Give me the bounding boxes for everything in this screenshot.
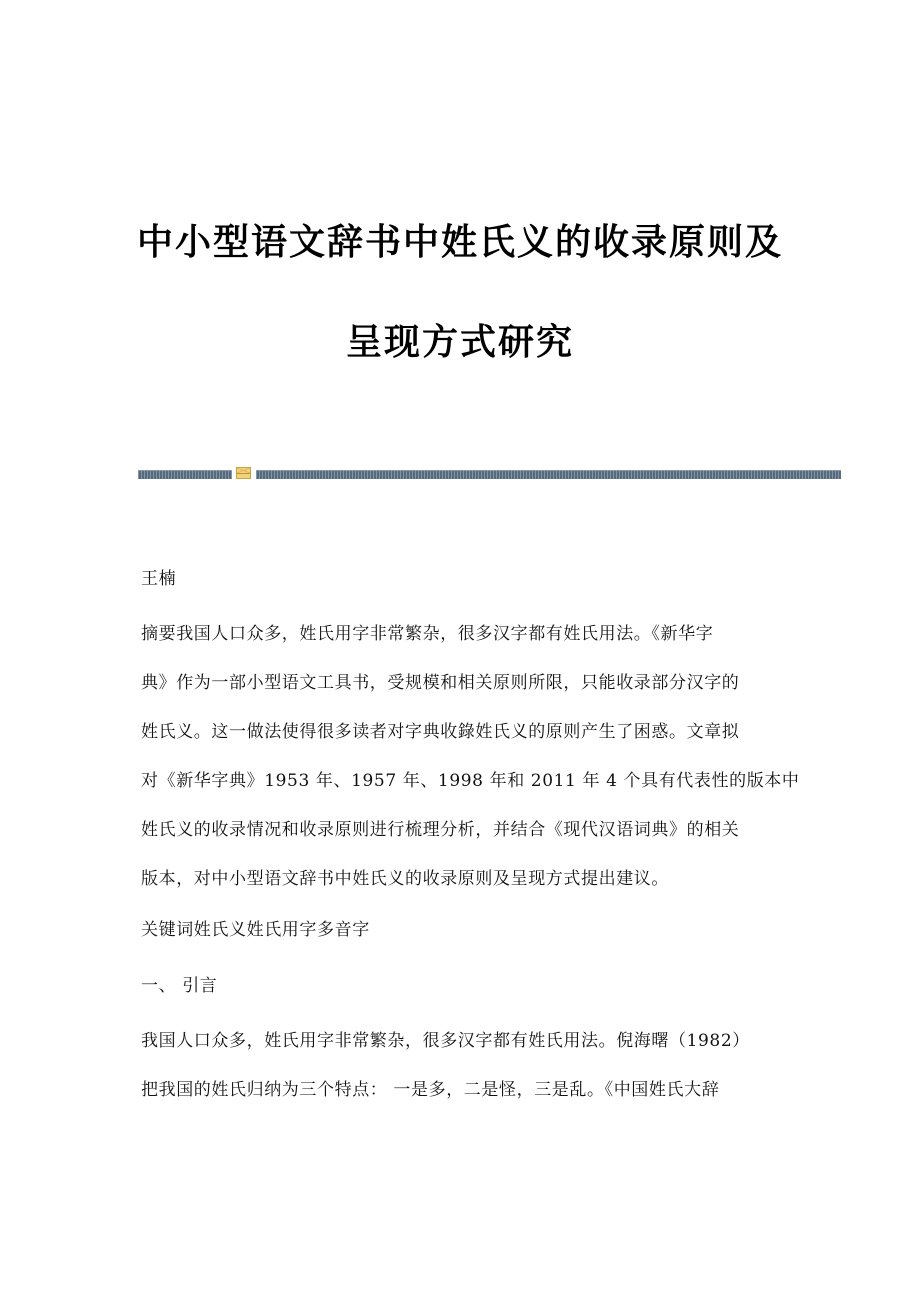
abstract-line: 典》作为一部小型语文工具书，受规模和相关原则所限，只能收录部分汉字的 [141, 673, 740, 693]
body-line: 把我国的姓氏归纳为三个特点： 一是多，二是怪，三是乱。《中国姓氏大辞 [141, 1080, 720, 1100]
abstract-line: 对《新华字典》1953 年、1957 年、1998 年和 2011 年 4 个具有代表性的版本中 [141, 771, 800, 791]
abstract-line: 姓氏义的收录情况和收录原则进行梳理分析，并结合《现代汉语词典》的相关 [141, 820, 740, 840]
abstract-line: 版本，对中小型语文辞书中姓氏义的收录原则及呈现方式提出建议。 [141, 869, 669, 889]
body-paragraph [141, 1017, 781, 1115]
abstract-line: 摘要我国人口众多，姓氏用字非常繁杂，很多汉字都有姓氏用法。《新华字 [141, 624, 714, 644]
abstract-paragraph [141, 610, 800, 904]
title-divider-right [256, 470, 841, 479]
author-name: 王楠 [141, 569, 177, 589]
title-divider-left [138, 470, 232, 479]
abstract-line: 姓氏义。这一做法使得很多读者对字典收錄姓氏义的原则产生了困惑。文章拟 [141, 722, 740, 742]
envelope-icon [236, 467, 251, 479]
body-line: 我国人口众多，姓氏用字非常繁杂，很多汉字都有姓氏用法。倪海曙（1982） [141, 1031, 750, 1051]
document-title-line-2: 呈现方式研究 [345, 322, 574, 363]
section-heading-introduction: 一、 引言 [141, 976, 218, 996]
keywords-line: 关键词姓氏义姓氏用字多音字 [141, 920, 370, 940]
document-title-line-1: 中小型语文辞书中姓氏义的收录原则及 [136, 222, 783, 263]
